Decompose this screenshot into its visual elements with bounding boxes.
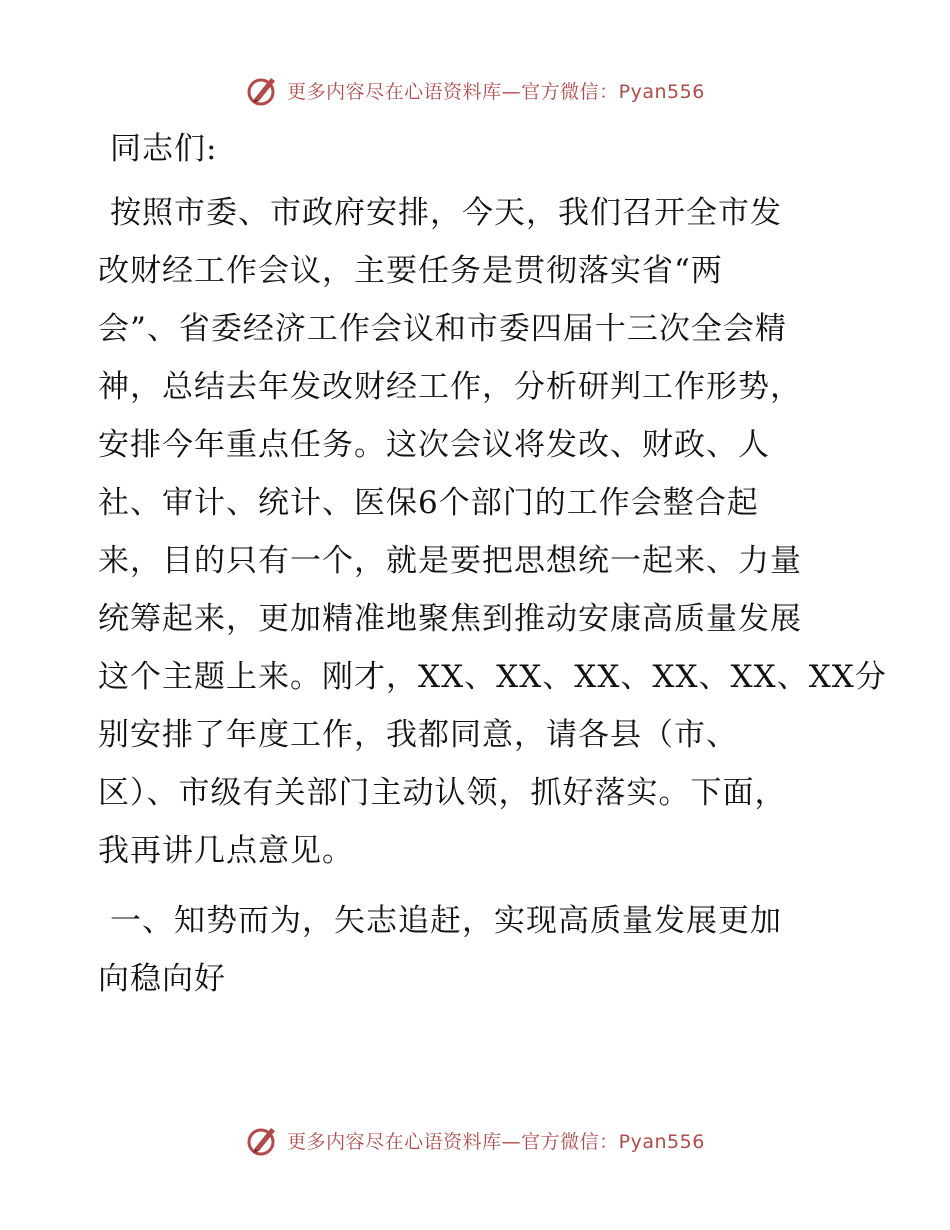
watermark-text: 更多内容尽在心语资料库—官方微信：Pyan556 xyxy=(287,1130,705,1153)
paragraph-line: 这个主题上来。刚才，XX、XX、XX、XX、XX、XX分 xyxy=(98,659,887,695)
paragraph-line: 改财经工作会议，主要任务是贯彻落实省“两 xyxy=(98,253,723,289)
paragraph-line: 安排今年重点任务。这次会议将发改、财政、人 xyxy=(98,427,770,463)
paragraph-line: 会”、省委经济工作会议和市委四届十三次全会精 xyxy=(98,311,787,347)
paragraph-line: 统筹起来，更加精准地聚焦到推动安康高质量发展 xyxy=(98,601,802,637)
paragraph-line: 区）、市级有关部门主动认领，抓好落实。下面， xyxy=(98,775,787,811)
paragraph xyxy=(98,184,887,880)
paragraph-line: 社、审计、统计、医保6个部门的工作会整合起 xyxy=(98,485,759,521)
quill-pen-logo-icon xyxy=(245,72,281,108)
document-body xyxy=(98,120,887,1008)
greeting: 同志们: xyxy=(110,131,218,167)
heading-line: 向稳向好 xyxy=(98,961,226,997)
heading-line: 一、知势而为，矢志追赶，实现高质量发展更加 xyxy=(110,903,782,939)
quill-pen-logo-icon xyxy=(245,1122,281,1158)
paragraph-line: 来，目的只有一个，就是要把思想统一起来、力量 xyxy=(98,543,802,579)
footer-watermark xyxy=(0,1118,950,1162)
header-watermark xyxy=(0,68,950,112)
paragraph-line: 别安排了年度工作，我都同意，请各县（市、 xyxy=(98,717,738,753)
paragraph-line: 按照市委、市政府安排，今天，我们召开全市发 xyxy=(110,195,782,231)
paragraph-line: 神，总结去年发改财经工作，分析研判工作形势， xyxy=(98,369,802,405)
section-heading xyxy=(98,892,858,1008)
watermark-text: 更多内容尽在心语资料库—官方微信：Pyan556 xyxy=(287,80,705,103)
paragraph-line: 我再讲几点意见。 xyxy=(98,833,354,869)
